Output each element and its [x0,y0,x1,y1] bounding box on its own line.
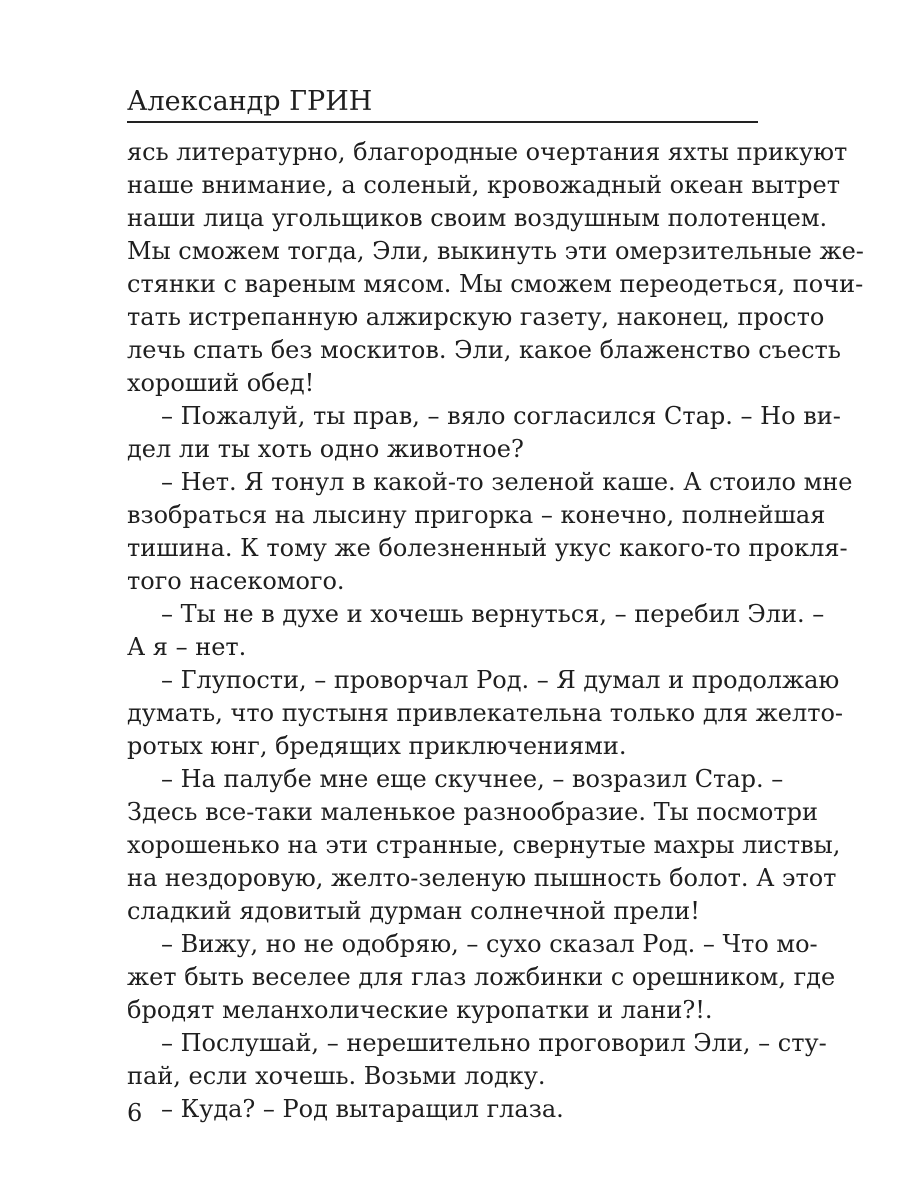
running-head: Александр ГРИН [127,86,373,117]
text-line: тать истрепанную алжирскую газету, наконец, просто [127,303,825,331]
text-line: сладкий ядовитый дурман солнечной прели! [127,897,700,925]
text-line: думать, что пустыня привлекательна только для желто- [127,699,844,727]
text-line: А я – нет. [127,633,247,661]
text-line: – Пожалуй, ты прав, – вяло согласился Стар. – Но ви- [161,402,841,430]
text-line: хороший обед! [127,369,315,397]
text-line: того насекомого. [127,567,345,595]
text-line: – Ты не в духе и хочешь вернуться, – перебил Эли. – [161,600,825,628]
text-line: Здесь все-таки маленькое разнообразие. Ты посмотри [127,798,819,826]
text-line: – Послушай, – нерешительно проговорил Эли, – сту- [161,1029,827,1057]
text-line: ясь литературно, благородные очертания яхты прикуют [127,138,848,166]
text-line: – Вижу, но не одобряю, – сухо сказал Род. – Что мо- [161,930,818,958]
text-line: дел ли ты хоть одно животное? [127,435,524,463]
text-line: взобраться на лысину пригорка – конечно, полнейшая [127,501,826,529]
text-line: жет быть веселее для глаз ложбинки с орешником, где [127,963,836,991]
page-number: 6 [127,1099,143,1127]
text-line: стянки с вареным мясом. Мы сможем переодеться, почи- [127,270,864,298]
body-text [127,136,864,1126]
text-line: хорошенько на эти странные, свернутые махры листвы, [127,831,841,859]
text-line: – Глупости, – проворчал Род. – Я думал и продолжаю [161,666,840,694]
text-line: бродят меланхолические куропатки и лани?!. [127,996,713,1024]
text-line: ротых юнг, бредящих приключениями. [127,732,627,760]
text-line: тишина. К тому же болезненный укус какого-то прокля- [127,534,848,562]
header-rule [127,121,758,123]
text-line: наши лица угольщиков своим воздушным полотенцем. [127,204,828,232]
text-line: – Нет. Я тонул в какой-то зеленой каше. А стоило мне [161,468,853,496]
text-line: – На палубе мне еще скучнее, – возразил Стар. – [161,765,784,793]
text-line: пай, если хочешь. Возьми лодку. [127,1062,546,1090]
text-line: на нездоровую, желто-зеленую пышность болот. А этот [127,864,837,892]
text-line: – Куда? – Род вытаращил глаза. [161,1095,564,1123]
text-line: наше внимание, а соленый, кровожадный океан вытрет [127,171,840,199]
text-line: Мы сможем тогда, Эли, выкинуть эти омерзительные же- [127,237,864,265]
text-line: лечь спать без москитов. Эли, какое блаженство съесть [127,336,841,364]
